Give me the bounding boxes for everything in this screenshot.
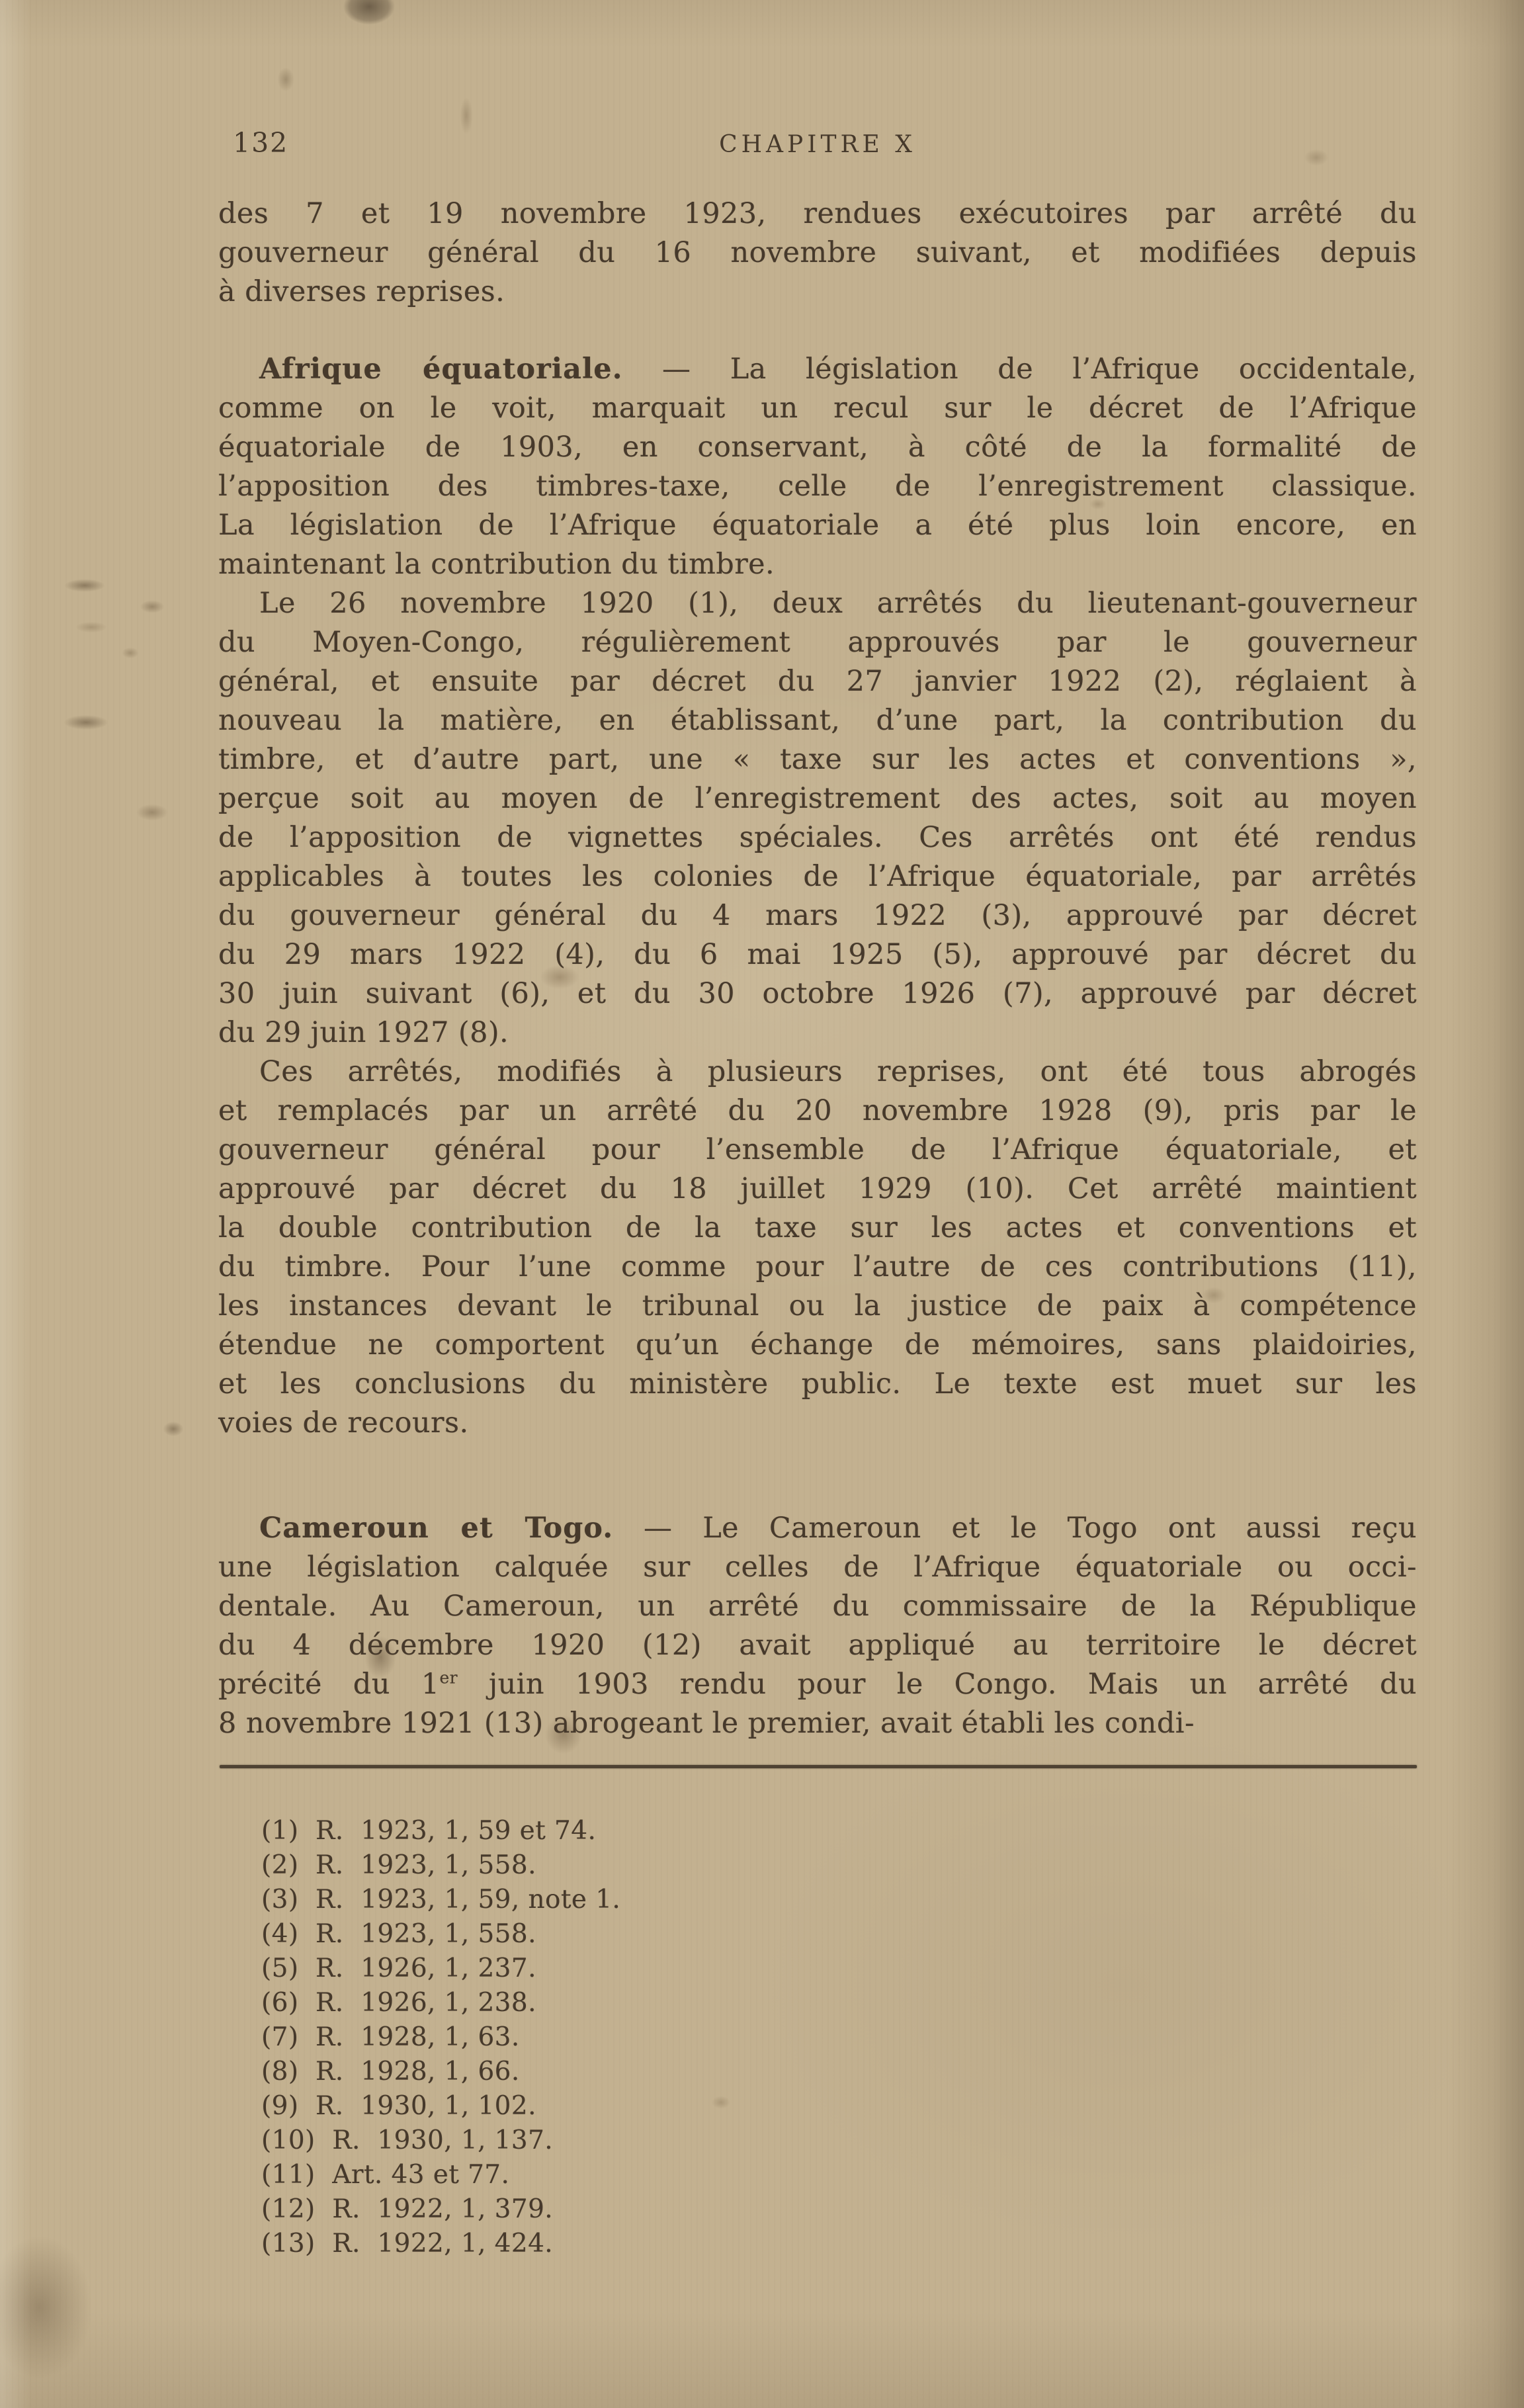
footnote-4: (4) R. 1923, 1, 558.	[261, 1919, 536, 1949]
text-line: du timbre. Pour l’une comme pour l’autre de ces contributions (11),	[218, 1250, 1417, 1283]
footnote-9: (9) R. 1930, 1, 102.	[261, 2091, 536, 2121]
text-line: équatoriale de 1903, en conservant, à côté de la formalité de	[218, 431, 1417, 464]
text-line: la double contribution de la taxe sur les actes et conventions et	[218, 1211, 1417, 1244]
text-line: les instances devant le tribunal ou la justice de paix à compétence	[218, 1289, 1417, 1322]
text-line: du 4 décembre 1920 (12) avait appliqué au territoire le décret	[218, 1629, 1417, 1662]
text-line: comme on le voit, marquait un recul sur le décret de l’Afrique	[218, 392, 1417, 425]
text-line: approuvé par décret du 18 juillet 1929 (10). Cet arrêté maintient	[218, 1172, 1417, 1205]
text-line: l’apposition des timbres-taxe, celle de l’enregistrement classique.	[218, 470, 1417, 503]
text-run: précité du 1	[218, 1668, 440, 1701]
text-line: une législation calquée sur celles de l’Afrique équatoriale ou occi-	[218, 1551, 1417, 1584]
text-line	[218, 1509, 1417, 1548]
footnote-11: (11) Art. 43 et 77.	[261, 2160, 510, 2190]
paragraph-afrique-equatoriale	[218, 350, 1417, 584]
paragraph-arretes-1920	[218, 584, 1417, 1053]
footnote-6: (6) R. 1926, 1, 238.	[261, 1988, 536, 2018]
section-heading-afrique-equatoriale: Afrique équatoriale.	[259, 353, 623, 386]
text-line: gouverneur général pour l’ensemble de l’Afrique équatoriale, et	[218, 1133, 1417, 1166]
footnote-13: (13) R. 1922, 1, 424.	[261, 2229, 554, 2258]
text-line: du gouverneur général du 4 mars 1922 (3), approuvé par décret	[218, 899, 1417, 932]
text-line: perçue soit au moyen de l’enregistrement des actes, soit au moyen	[218, 782, 1417, 815]
text-line: de l’apposition de vignettes spéciales. Ces arrêtés ont été rendus	[218, 821, 1417, 854]
page-number: 132	[233, 127, 289, 159]
text-line: applicables à toutes les colonies de l’Afrique équatoriale, par arrêtés	[218, 860, 1417, 893]
text-line: voies de recours.	[218, 1406, 469, 1440]
footnote-3: (3) R. 1923, 1, 59, note 1.	[261, 1885, 621, 1914]
text-line: général, et ensuite par décret du 27 janvier 1922 (2), réglaient à	[218, 665, 1417, 698]
text-line: Ces arrêtés, modifiés à plusieurs reprises, ont été tous abrogés	[259, 1055, 1417, 1088]
footnote-10: (10) R. 1930, 1, 137.	[261, 2126, 554, 2155]
text-line: du Moyen-Congo, régulièrement approuvés par le gouverneur	[218, 626, 1417, 659]
text-line: maintenant la contribution du timbre.	[218, 548, 775, 581]
footnote-separator	[220, 1765, 1417, 1768]
paragraph-arrete-1928	[218, 1053, 1417, 1443]
paragraph-cameroun-togo	[218, 1509, 1417, 1743]
section-heading-cameroun-togo: Cameroun et Togo.	[259, 1512, 614, 1545]
text-line: nouveau la matière, en établissant, d’une part, la contribution du	[218, 704, 1417, 737]
text-run: juin 1903 rendu pour le Congo. Mais un arrêté du	[457, 1668, 1417, 1701]
text-line	[218, 350, 1417, 389]
text-line: du 29 juin 1927 (8).	[218, 1016, 509, 1049]
footnotes	[261, 1814, 1419, 2261]
footnote-1: (1) R. 1923, 1, 59 et 74.	[261, 1816, 597, 1846]
footnote-12: (12) R. 1922, 1, 379.	[261, 2194, 554, 2224]
text-line: 8 novembre 1921 (13) abrogeant le premier, avait établi les condi-	[218, 1707, 1195, 1740]
footnote-7: (7) R. 1928, 1, 63.	[261, 2022, 520, 2052]
text-line: dentale. Au Cameroun, un arrêté du commissaire de la République	[218, 1590, 1417, 1623]
text-run: — Le Cameroun et le Togo ont aussi reçu	[613, 1512, 1417, 1545]
text-line: des 7 et 19 novembre 1923, rendues exécutoires par arrêté du	[218, 197, 1417, 230]
text-line	[218, 1665, 1417, 1704]
text-line: Le 26 novembre 1920 (1), deux arrêtés du lieutenant-gouverneur	[259, 587, 1417, 620]
text-line: et remplacés par un arrêté du 20 novembre 1928 (9), pris par le	[218, 1094, 1417, 1127]
text-line: et les conclusions du ministère public. Le texte est muet sur les	[218, 1367, 1417, 1400]
ordinal-superscript: er	[439, 1668, 458, 1688]
body-text	[218, 194, 1417, 1743]
chapter-header: CHAPITRE X	[719, 131, 916, 158]
text-line: gouverneur général du 16 novembre suivant, et modifiées depuis	[218, 236, 1417, 269]
footnote-2: (2) R. 1923, 1, 558.	[261, 1850, 536, 1880]
footnote-5: (5) R. 1926, 1, 237.	[261, 1954, 536, 1983]
text-run: — La législation de l’Afrique occidentale,	[622, 353, 1417, 386]
text-line: 30 juin suivant (6), et du 30 octobre 1926 (7), approuvé par décret	[218, 977, 1417, 1010]
text-line: à diverses reprises.	[218, 275, 505, 308]
text-line: du 29 mars 1922 (4), du 6 mai 1925 (5), approuvé par décret du	[218, 938, 1417, 971]
text-line: La législation de l’Afrique équatoriale a été plus loin encore, en	[218, 509, 1417, 542]
text-line: étendue ne comportent qu’un échange de mémoires, sans plaidoiries,	[218, 1328, 1417, 1361]
paragraph-continuation	[218, 194, 1417, 312]
text-line: timbre, et d’autre part, une « taxe sur les actes et conventions »,	[218, 743, 1417, 776]
footnote-8: (8) R. 1928, 1, 66.	[261, 2057, 520, 2086]
